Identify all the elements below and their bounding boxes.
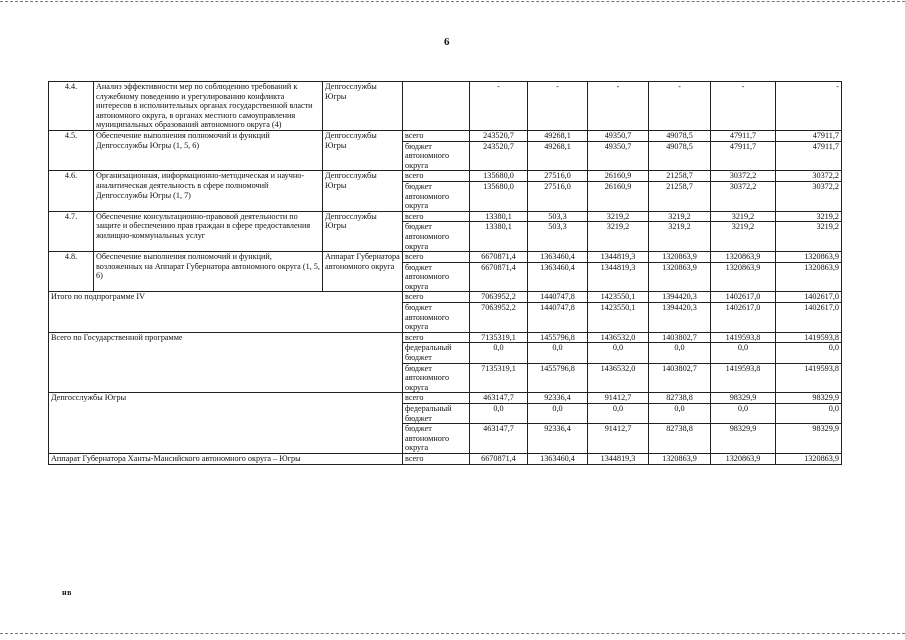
funding-source: бюджет автономного округа [403,141,470,171]
value-cell: 0,0 [711,343,776,363]
value-cell: 1402617,0 [711,292,776,303]
table-row [49,211,842,222]
funding-source: всего [403,453,470,464]
value-cell: 1419593,8 [711,363,776,393]
activity-name: Обеспечение выполнения полномочий и функций Депгосслужбы Югры (1, 5, 6) [94,130,323,170]
value-cell: - [649,82,711,131]
row-number: 4.5. [49,130,94,170]
value-cell: 0,0 [649,404,711,424]
value-cell: 1394420,3 [649,292,711,303]
value-cell: 503,3 [528,222,588,252]
value-cell: 0,0 [776,404,842,424]
table-row [49,130,842,141]
value-cell: 1320863,9 [649,453,711,464]
value-cell: 49268,1 [528,130,588,141]
funding-source: бюджет автономного округа [403,424,470,454]
value-cell: 1419593,8 [776,363,842,393]
value-cell: 49350,7 [588,130,649,141]
value-cell: 1320863,9 [776,262,842,292]
value-cell: 1436532,0 [588,363,649,393]
footer-mark: нв [62,588,72,597]
funding-source: всего [403,332,470,343]
value-cell: 3219,2 [588,222,649,252]
total-row [49,292,842,303]
value-cell: 82738,8 [649,424,711,454]
table-row [49,82,842,131]
value-cell: - [711,82,776,131]
value-cell: 1419593,8 [711,332,776,343]
value-cell: 26160,9 [588,181,649,211]
funding-source: всего [403,252,470,263]
value-cell: 82738,8 [649,393,711,404]
value-cell: 91412,7 [588,424,649,454]
value-cell: 1320863,9 [776,453,842,464]
value-cell: 1419593,8 [776,332,842,343]
value-cell: 1394420,3 [649,303,711,333]
page-number: 6 [444,36,450,48]
value-cell: 1320863,9 [649,252,711,263]
funding-source: всего [403,393,470,404]
funding-source: бюджет автономного округа [403,363,470,393]
value-cell: 463147,7 [470,393,528,404]
value-cell: 0,0 [528,404,588,424]
total-label: Депгосслужбы Югры [49,393,403,454]
total-row [49,393,842,404]
value-cell: 0,0 [588,404,649,424]
value-cell: 503,3 [528,211,588,222]
activity-name: Обеспечение консультационно-правовой деятельности по защите и обеспечению прав граждан в сфере предоставления жилищно-коммунальных услуг [94,211,323,251]
value-cell: 1363460,4 [528,453,588,464]
value-cell: 3219,2 [711,211,776,222]
total-label: Всего по Государственной программе [49,332,403,393]
value-cell: 1436532,0 [588,332,649,343]
value-cell: - [528,82,588,131]
value-cell: 47911,7 [711,141,776,171]
value-cell: 3219,2 [649,222,711,252]
value-cell: 1344819,3 [588,252,649,263]
row-number: 4.8. [49,252,94,292]
value-cell: 6670871,4 [470,262,528,292]
value-cell: 6670871,4 [470,453,528,464]
value-cell: 1440747,8 [528,292,588,303]
value-cell: 1320863,9 [649,262,711,292]
funding-source: всего [403,171,470,182]
value-cell: 27516,0 [528,181,588,211]
value-cell: - [776,82,842,131]
value-cell: 0,0 [711,404,776,424]
value-cell: 21258,7 [649,171,711,182]
budget-table [48,81,842,465]
executor: Депгосслужбы Югры [323,130,403,170]
value-cell: 3219,2 [649,211,711,222]
value-cell: 1403802,7 [649,332,711,343]
value-cell: 3219,2 [776,222,842,252]
value-cell: 0,0 [588,343,649,363]
value-cell: 3219,2 [776,211,842,222]
funding-source: бюджет автономного округа [403,262,470,292]
table-row [49,252,842,263]
scan-edge-bottom [0,633,905,634]
value-cell: 0,0 [470,404,528,424]
value-cell: 0,0 [528,343,588,363]
value-cell: 1403802,7 [649,363,711,393]
executor: Депгосслужбы Югры [323,171,403,211]
funding-source: всего [403,292,470,303]
value-cell: 1402617,0 [711,303,776,333]
table-row [49,171,842,182]
value-cell: 1423550,1 [588,292,649,303]
funding-source: бюджет автономного округа [403,181,470,211]
value-cell: 1363460,4 [528,252,588,263]
value-cell: 0,0 [776,343,842,363]
value-cell: 98329,9 [776,393,842,404]
value-cell: 92336,4 [528,424,588,454]
value-cell: 3219,2 [588,211,649,222]
funding-source [403,82,470,131]
value-cell: 98329,9 [776,424,842,454]
value-cell: 0,0 [649,343,711,363]
value-cell: 135680,0 [470,171,528,182]
value-cell: 463147,7 [470,424,528,454]
row-number: 4.4. [49,82,94,131]
value-cell: 30372,2 [776,171,842,182]
value-cell: 92336,4 [528,393,588,404]
value-cell: 0,0 [470,343,528,363]
value-cell: 21258,7 [649,181,711,211]
value-cell: 30372,2 [711,181,776,211]
value-cell: 49268,1 [528,141,588,171]
value-cell: 49078,5 [649,141,711,171]
value-cell: 1423550,1 [588,303,649,333]
row-number: 4.7. [49,211,94,251]
value-cell: 47911,7 [711,130,776,141]
activity-name: Организационная, информационно-методическая и научно-аналитическая деятельность в сфере полномочий Депгосслужбы Югры (1, 7) [94,171,323,211]
value-cell: 1320863,9 [711,262,776,292]
executor: Аппарат Губернатора автономного округа [323,252,403,292]
value-cell: 243520,7 [470,141,528,171]
value-cell: 1344819,3 [588,262,649,292]
value-cell: 30372,2 [776,181,842,211]
value-cell: 49350,7 [588,141,649,171]
scan-edge-top [0,1,905,2]
value-cell: 26160,9 [588,171,649,182]
value-cell: 1363460,4 [528,262,588,292]
value-cell: 1455796,8 [528,332,588,343]
executor: Депгосслужбы Югры [323,82,403,131]
value-cell: 7063952,2 [470,303,528,333]
value-cell: 7063952,2 [470,292,528,303]
value-cell: 243520,7 [470,130,528,141]
value-cell: 1320863,9 [711,453,776,464]
value-cell: 98329,9 [711,424,776,454]
value-cell: 1455796,8 [528,363,588,393]
total-label: Итого по подпрограмме IV [49,292,403,332]
funding-source: бюджет автономного округа [403,222,470,252]
executor: Депгосслужбы Югры [323,211,403,251]
value-cell: 98329,9 [711,393,776,404]
value-cell: 7135319,1 [470,332,528,343]
funding-source: бюджет автономного округа [403,303,470,333]
value-cell: 47911,7 [776,141,842,171]
activity-name: Обеспечение выполнения полномочий и функций, возложенных на Аппарат Губернатора автономного округа (1, 5, 6) [94,252,323,292]
value-cell: 1344819,3 [588,453,649,464]
value-cell: 135680,0 [470,181,528,211]
value-cell: 6670871,4 [470,252,528,263]
value-cell: 47911,7 [776,130,842,141]
funding-source: федеральный бюджет [403,404,470,424]
value-cell: 91412,7 [588,393,649,404]
value-cell: 27516,0 [528,171,588,182]
total-label: Аппарат Губернатора Ханты-Мансийского автономного округа – Югры [49,453,403,464]
value-cell: 13380,1 [470,211,528,222]
value-cell: 13380,1 [470,222,528,252]
value-cell: - [588,82,649,131]
funding-source: всего [403,130,470,141]
value-cell: 1440747,8 [528,303,588,333]
value-cell: 3219,2 [711,222,776,252]
total-row [49,453,842,464]
value-cell: 1320863,9 [711,252,776,263]
activity-name: Анализ эффективности мер по соблюдению требований к служебному поведению и урегулированию конфликта интересов в исполнительных органах государственной власти автономного округа, в органах местного самоуправления муниципальных образований автономного округа (4) [94,82,323,131]
value-cell: 1402617,0 [776,292,842,303]
row-number: 4.6. [49,171,94,211]
value-cell: 1402617,0 [776,303,842,333]
value-cell: 49078,5 [649,130,711,141]
value-cell: 1320863,9 [776,252,842,263]
value-cell: 7135319,1 [470,363,528,393]
total-row [49,332,842,343]
value-cell: - [470,82,528,131]
value-cell: 30372,2 [711,171,776,182]
funding-source: федеральный бюджет [403,343,470,363]
funding-source: всего [403,211,470,222]
